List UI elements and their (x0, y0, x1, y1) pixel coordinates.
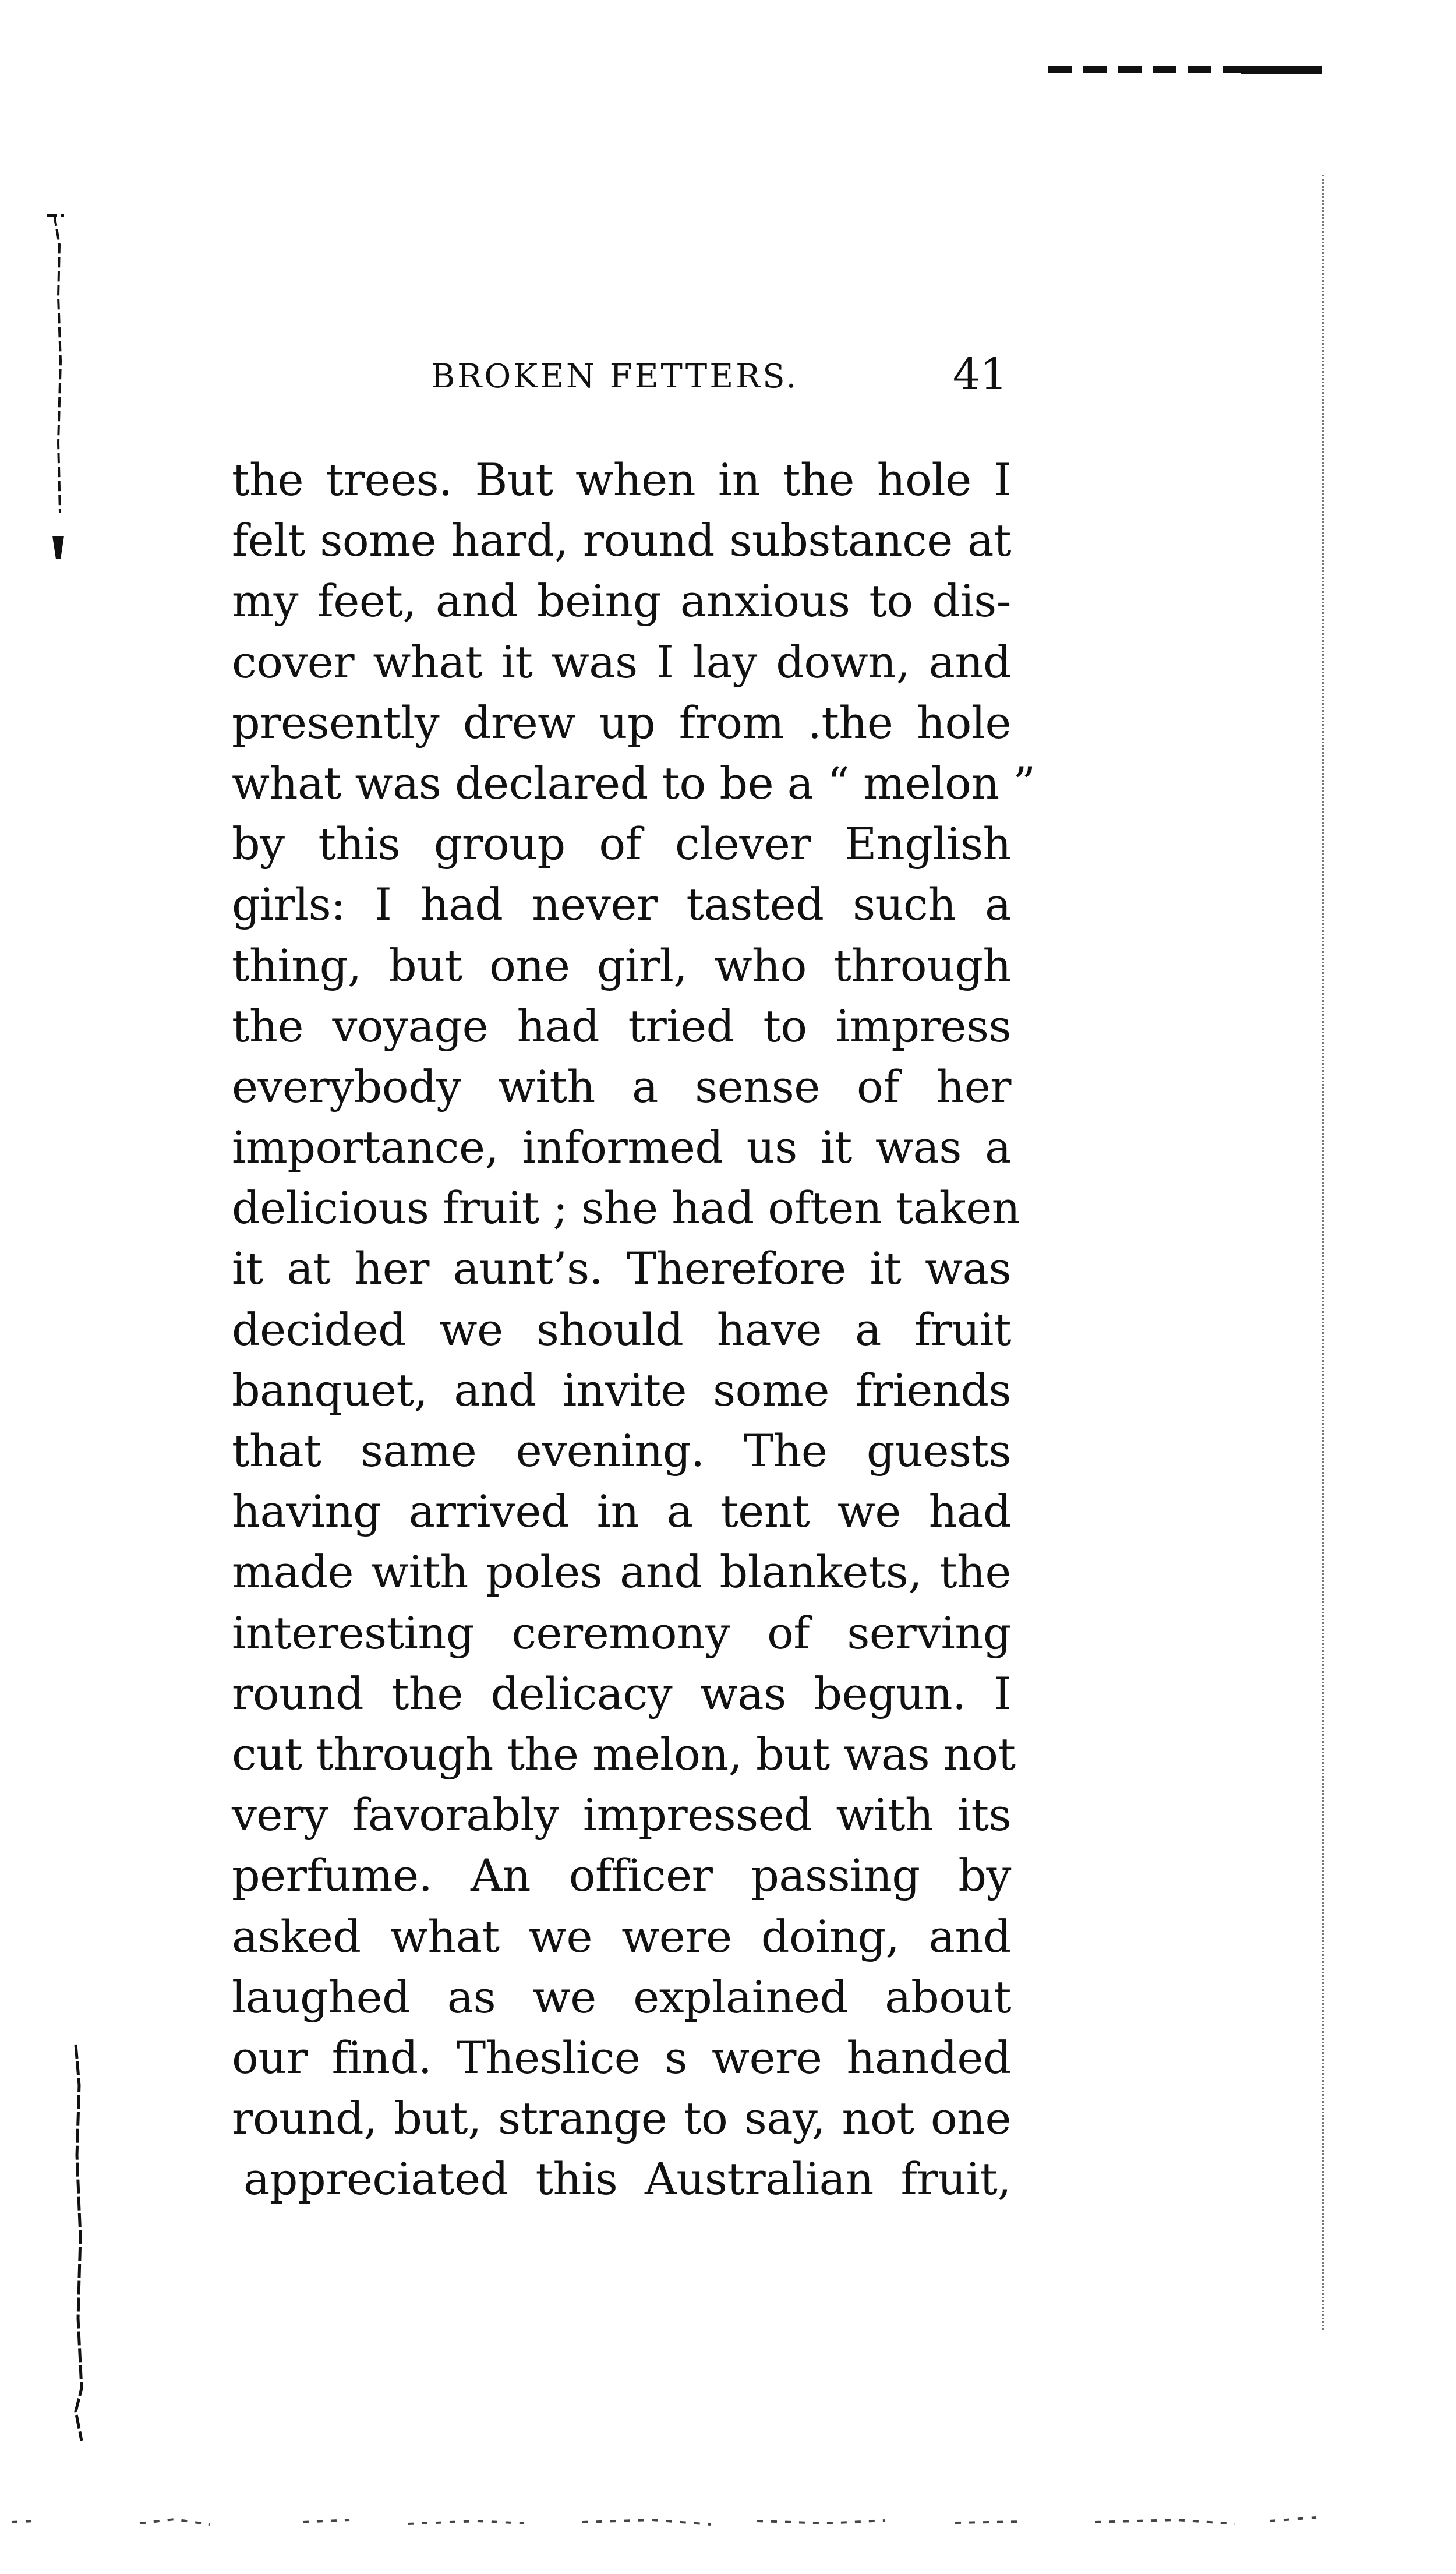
text-line: the voyage had tried to impress (232, 1000, 1011, 1052)
text-line: banquet, and invite some friends (232, 1364, 1011, 1416)
text-line: my feet, and being anxious to dis- (232, 575, 1011, 627)
text-line: that same evening. The guests (232, 1425, 1011, 1477)
text-line: very favorably impressed with its (232, 1789, 1011, 1841)
text-line: laughed as we explained about (232, 1971, 1011, 2023)
text-line: perfume. An officer passing by (232, 1849, 1011, 1902)
text-line: round the delicacy was begun. I (232, 1667, 1011, 1719)
text-line: appreciated this Australian fruit, (243, 2153, 1011, 2205)
text-line: asked what we were doing, and (232, 1910, 1011, 1962)
scan-edge-dots (1322, 175, 1341, 2330)
text-line: importance, informed us it was a (232, 1121, 1011, 1174)
text-line: girls: I had never tasted such a (232, 878, 1011, 931)
text-line: cover what it was I lay down, and (232, 635, 1011, 688)
text-line: thing, but one girl, who through (232, 939, 1011, 991)
text-line: having arrived in a tent we had (232, 1485, 1011, 1538)
text-line: it at her aunt’s. Therefore it was (232, 1242, 1011, 1295)
running-title: BROKEN FETTERS. (431, 358, 799, 396)
text-line: everybody with a sense of her (232, 1060, 1011, 1113)
text-line: cut through the melon, but was not (232, 1728, 1016, 1780)
text-line: interesting ceremony of serving (232, 1606, 1011, 1659)
scan-dash-rule (1048, 66, 1322, 73)
scan-bottom-noise (0, 2505, 1456, 2540)
text-line: felt some hard, round substance at (232, 514, 1011, 567)
scan-edge-mark-bottom (64, 2039, 99, 2446)
text-line: decided we should have a fruit (232, 1303, 1011, 1355)
page-number: 41 (952, 349, 1008, 400)
text-line: presently drew up from .the hole (232, 696, 1011, 748)
text-line: what was declared to be a “ melon ” (232, 757, 1036, 809)
text-line: delicious fruit ; she had often taken (232, 1182, 1020, 1234)
text-line: by this group of clever English (232, 818, 1011, 870)
text-line: made with poles and blankets, the (232, 1546, 1011, 1598)
scan-edge-mark-top (41, 210, 76, 571)
text-line: our find. Theslice s were handed (232, 2031, 1011, 2084)
text-line: the trees. But when in the hole I (232, 454, 1011, 506)
running-head (431, 349, 1008, 402)
body-text (232, 450, 1036, 2209)
text-line: round, but, strange to say, not one (232, 2092, 1011, 2145)
